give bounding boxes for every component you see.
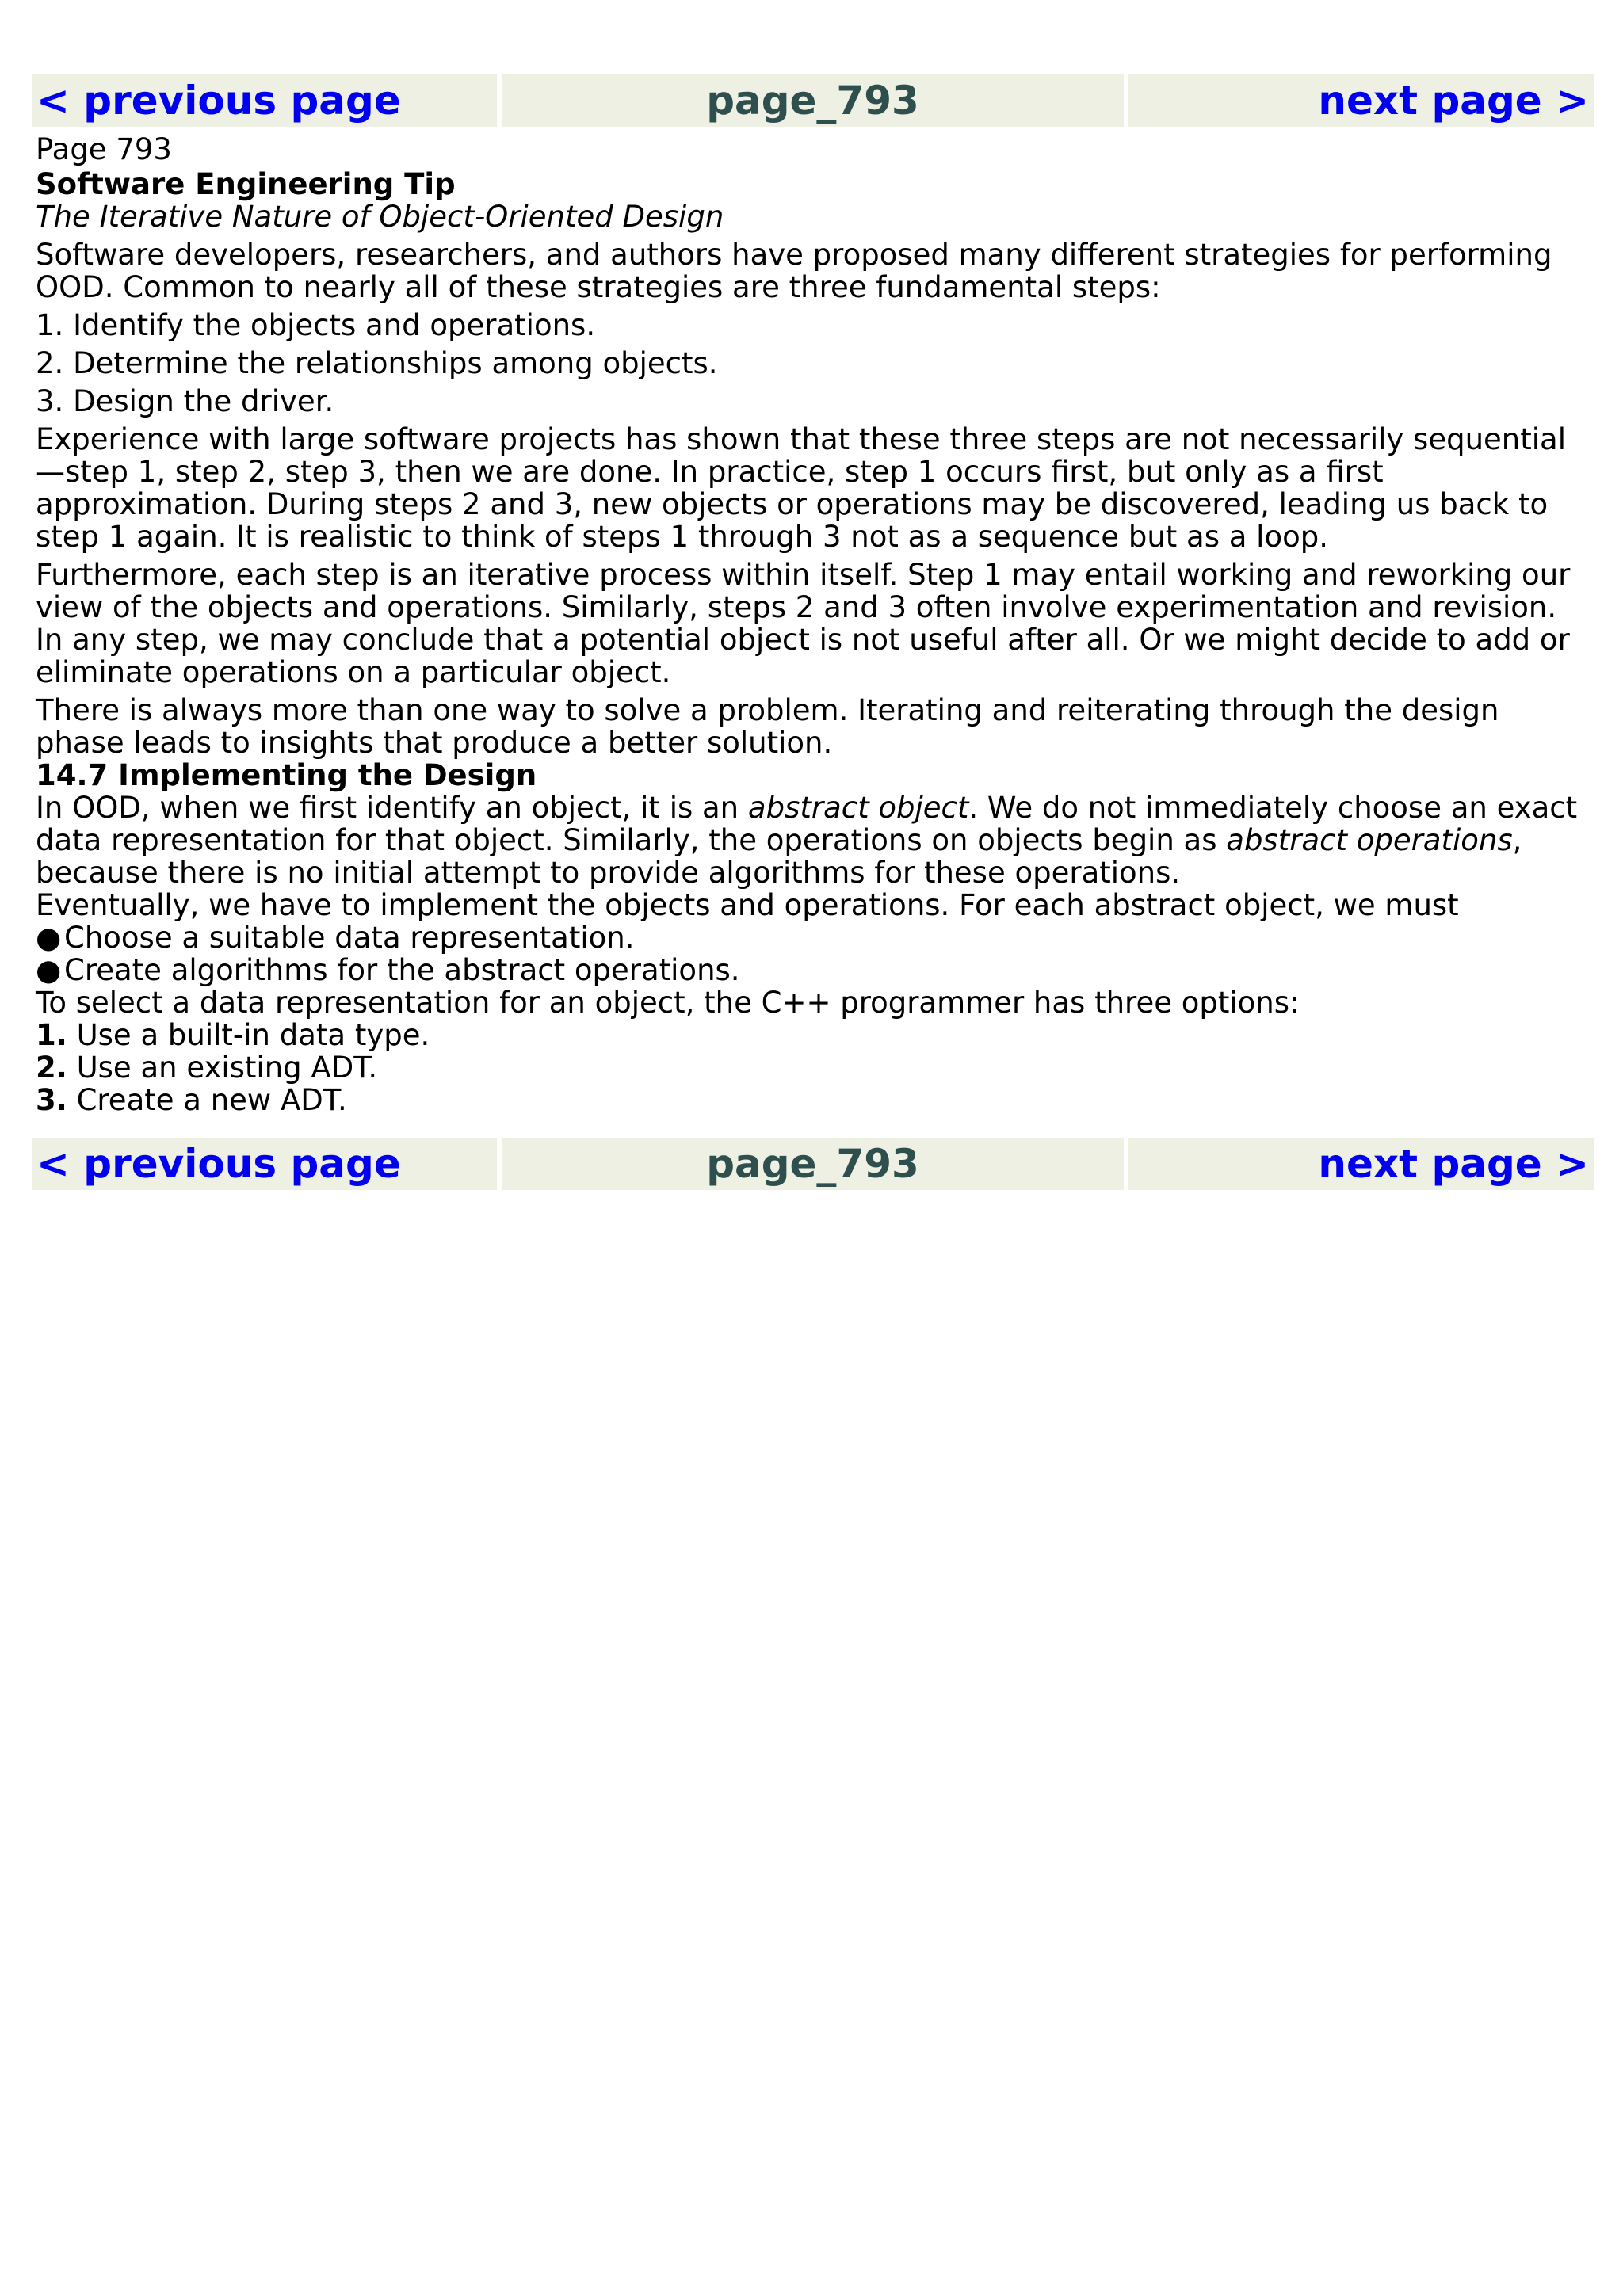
- tip-paragraph-3: There is always more than one way to solve a problem. Iterating and reiterating through the design phase leads to insights that produce a better solution.: [36, 693, 1499, 760]
- bullet-text: Create algorithms for the abstract operations.: [64, 953, 740, 987]
- tip-paragraph-2: Furthermore, each step is an iterative process within itself. Step 1 may entail working and reworking our view of the objects and operations. Similarly, steps 2 and 3 often involve experimentation and revision. In any step, we may conclude that a potential object is not useful after all. Or we might decide to add or eliminate operations on a particular object.: [36, 558, 1571, 689]
- option-number: 3.: [36, 1083, 67, 1117]
- option-item: [36, 1019, 1593, 1051]
- bullet-text: Choose a suitable data representation.: [64, 921, 635, 955]
- tip-paragraph-1: Experience with large software projects has shown that these three steps are not necessarily sequential—step 1, step 2, step 3, then we are done. In practice, step 1 occurs first, but only as a first approximation. During steps 2 and 3, new objects or operations may be discovered, leading us back to step 1 again. It is realistic to think of steps 1 through 3 not as a sequence but as a loop.: [36, 422, 1566, 554]
- next-page-link[interactable]: next page >: [1128, 74, 1594, 127]
- paragraph-text: , because there is no initial attempt to provide algorithms for these operations.: [36, 823, 1522, 890]
- paragraph-text: . We do not immediately choose an exact data representation for that object. Similarly, the operations on objects begin as: [36, 791, 1578, 857]
- option-number: 1.: [36, 1018, 67, 1052]
- bullet-dot-icon: ●: [36, 953, 62, 987]
- bottom-navigation-bar: [32, 1138, 1594, 1190]
- page-id-label: page_793: [502, 74, 1124, 127]
- previous-page-link[interactable]: < previous page: [32, 1138, 497, 1190]
- paragraph-text: In OOD, when we first identify an object, it is an: [36, 791, 748, 825]
- option-item: [36, 1051, 1593, 1084]
- next-page-link[interactable]: next page >: [1128, 1138, 1594, 1190]
- option-item: [36, 1084, 1593, 1116]
- tip-step-2: 2. Determine the relationships among objects.: [36, 346, 718, 380]
- option-text: Use a built-in data type.: [67, 1018, 430, 1052]
- option-text: Use an existing ADT.: [67, 1051, 378, 1085]
- page-id-label: page_793: [502, 1138, 1124, 1190]
- tip-intro-paragraph: Software developers, researchers, and authors have proposed many different strategies for performing OOD. Common to nearly all of these strategies are three fundamental steps:: [36, 238, 1552, 304]
- abstract-object-term: abstract object: [747, 791, 969, 825]
- option-text: Create a new ADT.: [67, 1083, 347, 1117]
- section-paragraph-3: To select a data representation for an object, the C++ programmer has three options:: [36, 986, 1300, 1020]
- abstract-operations-term: abstract operations: [1226, 823, 1513, 857]
- top-navigation-bar: [32, 74, 1594, 127]
- tip-step-3: 3. Design the driver.: [36, 384, 334, 418]
- section-heading: 14.7 Implementing the Design: [36, 758, 537, 792]
- bullet-item: [36, 954, 1593, 986]
- bullet-item: [36, 921, 1593, 954]
- previous-page-link[interactable]: < previous page: [32, 74, 497, 127]
- page-number-label: Page 793: [36, 132, 172, 166]
- bullet-dot-icon: ●: [36, 921, 62, 955]
- page-content: [36, 133, 1593, 1116]
- section-paragraph-1: [36, 791, 1593, 889]
- section-paragraph-2: Eventually, we have to implement the objects and operations. For each abstract object, we must: [36, 888, 1459, 922]
- tip-subheading: The Iterative Nature of Object-Oriented Design: [36, 200, 724, 234]
- tip-step-1: 1. Identify the objects and operations.: [36, 308, 596, 342]
- option-number: 2.: [36, 1051, 67, 1085]
- tip-heading: Software Engineering Tip: [36, 167, 456, 201]
